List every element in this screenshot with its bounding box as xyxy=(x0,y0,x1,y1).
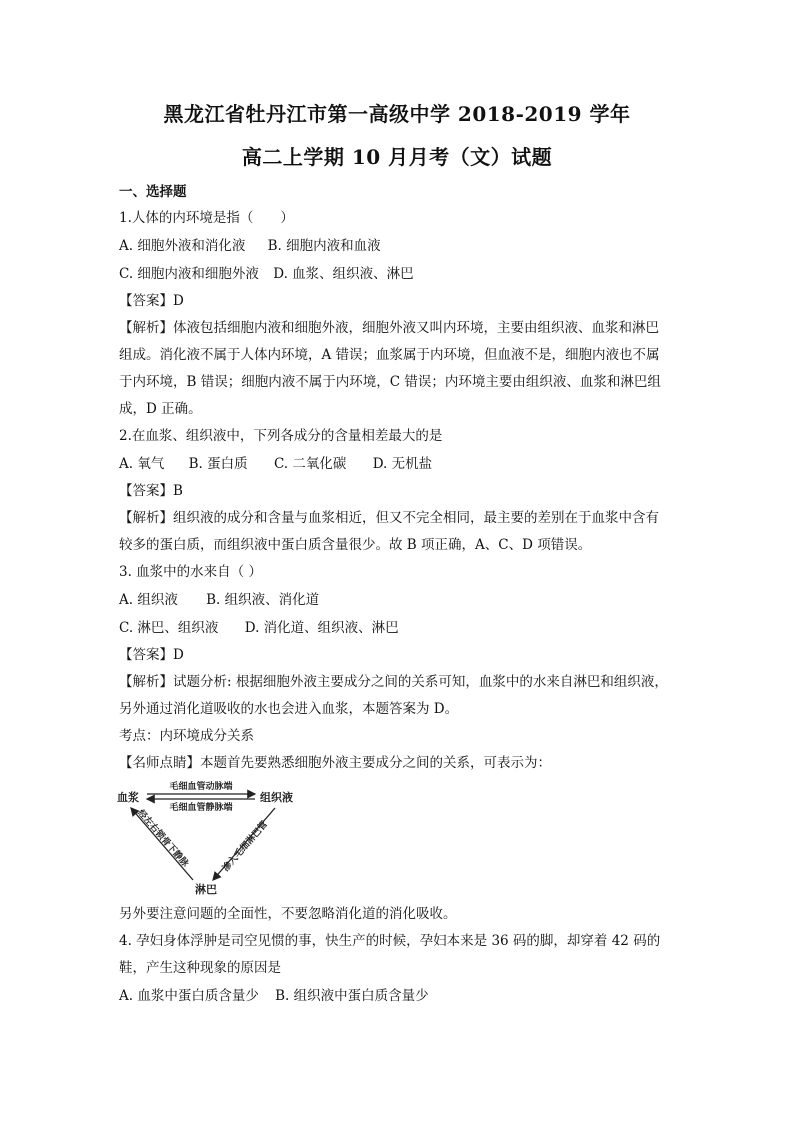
q4-options xyxy=(119,984,429,1004)
q1-analysis-line: 成，D 正确。 xyxy=(119,401,202,417)
node-plasma: 血浆 xyxy=(117,791,139,804)
q1-options-ab xyxy=(119,234,381,254)
q3-options-ab xyxy=(119,588,319,608)
q3-options-cd xyxy=(119,616,399,636)
q4-option-b: B. 组织液中蛋白质含量少 xyxy=(275,988,429,1004)
q3-option-d: D. 消化道、组织液、淋巴 xyxy=(244,620,399,636)
node-lymph: 淋巴 xyxy=(195,883,217,896)
q4-option-a: A. 血浆中蛋白质含量少 xyxy=(119,988,259,1004)
q3-kaodian: 考点：内环境成分关系 xyxy=(119,728,254,744)
q1-answer: 【答案】D xyxy=(119,293,184,309)
edge-label-left: 经左右锁骨下静脉 xyxy=(135,808,190,870)
q2-question: 2.在血浆、组织液中，下列各成分的含量相差最大的是 xyxy=(119,428,443,444)
q1-analysis-line: 组成。消化液不属于人体内环境，A 错误；血浆属于内环境，但血液不是，细胞内液也不属 xyxy=(119,347,660,363)
q1-option-b: B. 细胞内液和血液 xyxy=(267,238,381,254)
q1-analysis-line: 于内环境，B 错误；细胞内液不属于内环境，C 错误；内环境主要由组织液、血浆和淋巴组 xyxy=(119,374,661,390)
q1-question: 1.人体的内环境是指（ ） xyxy=(119,210,294,226)
q2-option-a: A. 氧气 xyxy=(119,456,165,472)
q2-options xyxy=(119,452,432,472)
q2-analysis-line: 较多的蛋白质，而组织液中蛋白质含量很少。故 B 项正确，A、C、D 项错误。 xyxy=(119,537,592,553)
title-line-2: 高二上学期 10 月月考（文）试题 xyxy=(241,145,553,169)
q1-option-a: A. 细胞外液和消化液 xyxy=(119,238,246,254)
q2-option-b: B. 蛋白质 xyxy=(188,456,248,472)
q4-question-line: 4. 孕妇身体浮肿是司空见惯的事，快生产的时候，孕妇本来是 36 码的脚，却穿着 42 码的 xyxy=(119,933,661,949)
q1-analysis-line: 【解析】体液包括细胞内液和细胞外液，细胞外液又叫内环境，主要由组织液、血浆和淋巴 xyxy=(119,320,659,336)
q1-option-d: D. 血浆、组织液、淋巴 xyxy=(273,266,414,282)
q3-analysis-line: 另外通过消化道吸收的水也会进入血浆，本题答案为 D。 xyxy=(119,701,459,717)
q3-answer: 【答案】D xyxy=(119,647,184,663)
q2-analysis-line: 【解析】组织液的成分和含量与血浆相近，但又不完全相同，最主要的差别在于血浆中含有 xyxy=(119,510,659,526)
q1-option-c: C. 细胞内液和细胞外液 xyxy=(119,266,259,282)
edge-label-arterial: 毛细血管动脉端 xyxy=(169,782,233,792)
q2-option-d: D. 无机盐 xyxy=(372,456,433,472)
edge-label-right: 渗入毛细淋巴管 xyxy=(221,819,270,874)
q3-after-diagram: 另外要注意问题的全面性，不要忽略消化道的消化吸收。 xyxy=(119,906,457,922)
q2-option-c: C. 二氧化碳 xyxy=(273,456,347,472)
title-line-1: 黑龙江省牡丹江市第一高级中学 2018-2019 学年 xyxy=(163,102,631,126)
body-fluid-diagram xyxy=(115,774,305,898)
section-heading: 一、选择题 xyxy=(119,184,187,200)
q2-answer: 【答案】B xyxy=(119,483,183,499)
q3-option-c: C. 淋巴、组织液 xyxy=(119,620,219,636)
q1-options-cd xyxy=(119,262,414,282)
q3-tips: 【名师点睛】本题首先要熟悉细胞外液主要成分之间的关系，可表示为： xyxy=(119,755,551,771)
q3-option-a: A. 组织液 xyxy=(119,592,178,608)
edge-label-venous: 毛细血管静脉端 xyxy=(169,803,233,813)
q3-option-b: B. 组织液、消化道 xyxy=(206,592,320,608)
q3-analysis-line: 【解析】试题分析: 根据细胞外液主要成分之间的关系可知，血浆中的水来自淋巴和组织液， xyxy=(119,674,668,690)
q4-question-line: 鞋，产生这种现象的原因是 xyxy=(119,960,281,976)
node-tissue-fluid: 组织液 xyxy=(260,791,293,804)
q3-question: 3. 血浆中的水来自（ ） xyxy=(119,564,262,580)
